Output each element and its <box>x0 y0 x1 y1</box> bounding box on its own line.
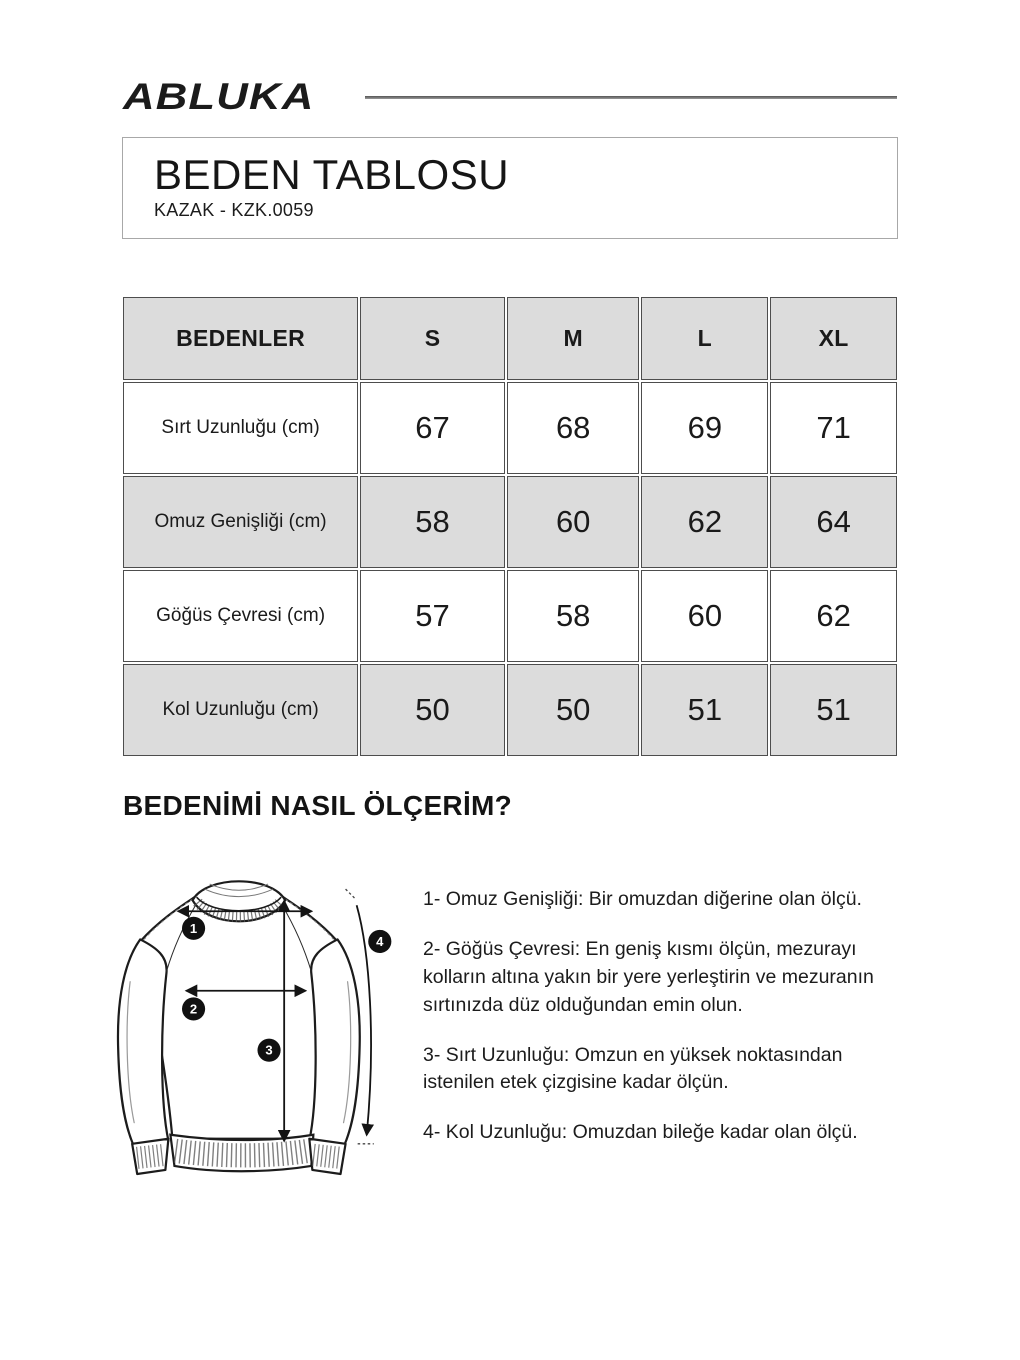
instruction-sleeve-length: 4- Kol Uzunluğu: Omuzdan bileğe kadar olan ölçü. <box>423 1121 858 1144</box>
column-header-s: S <box>360 297 505 380</box>
measure-badge-2 <box>182 997 205 1020</box>
column-header-l: L <box>641 297 768 380</box>
badge-3-number: 3 <box>265 1042 273 1058</box>
size-value-cell: 62 <box>641 476 768 568</box>
logo-divider <box>365 96 897 99</box>
title-box <box>122 137 898 239</box>
instruction-shoulder-width: 1- Omuz Genişliği: Bir omuzdan diğerine olan ölçü. <box>423 888 862 910</box>
size-value-cell: 67 <box>360 382 505 474</box>
size-value-cell: 51 <box>641 664 768 756</box>
brand-logo: ABLUKA <box>123 76 315 117</box>
sweater-measurement-diagram <box>108 858 410 1192</box>
measurement-row-label: Kol Uzunluğu (cm) <box>123 664 358 756</box>
instruction-back-length: 3- Sırt Uzunluğu: Omzun en yüksek noktasından istenilen etek çizgisine kadar ölçün. <box>423 1043 843 1094</box>
column-header-m: M <box>507 297 640 380</box>
size-value-cell: 64 <box>770 476 897 568</box>
badge-2-number: 2 <box>189 1001 198 1017</box>
measure-heading: BEDENİMİ NASIL ÖLÇERİM? <box>123 790 513 821</box>
size-value-cell: 60 <box>641 570 768 662</box>
size-value-cell: 58 <box>507 570 640 662</box>
measurement-row-label: Göğüs Çevresi (cm) <box>123 570 358 662</box>
measure-badge-3 <box>257 1039 280 1062</box>
size-value-cell: 69 <box>641 382 768 474</box>
table-row <box>123 664 897 756</box>
size-table <box>121 295 899 758</box>
measure-badge-4 <box>368 930 391 953</box>
size-value-cell: 68 <box>507 382 640 474</box>
brand-header <box>123 76 897 118</box>
measurement-row-label: Omuz Genişliği (cm) <box>123 476 358 568</box>
measure-instructions <box>423 886 915 1169</box>
sleeve-arrow-top-tick <box>346 889 356 899</box>
size-value-cell: 71 <box>770 382 897 474</box>
measurement-row-label: Sırt Uzunluğu (cm) <box>123 382 358 474</box>
size-value-cell: 58 <box>360 476 505 568</box>
table-row <box>123 570 897 662</box>
size-value-cell: 51 <box>770 664 897 756</box>
sweater-left-sleeve <box>118 939 168 1146</box>
size-value-cell: 62 <box>770 570 897 662</box>
table-row <box>123 476 897 568</box>
sweater-body <box>140 897 340 1139</box>
table-row <box>123 382 897 474</box>
column-header-bedenler: BEDENLER <box>123 297 358 380</box>
sweater-right-sleeve <box>309 939 359 1146</box>
badge-1-number: 1 <box>189 920 198 936</box>
measure-badge-1 <box>182 917 205 940</box>
size-value-cell: 50 <box>507 664 640 756</box>
size-value-cell: 57 <box>360 570 505 662</box>
page-title: BEDEN TABLOSU <box>154 151 510 198</box>
column-header-xl: XL <box>770 297 897 380</box>
size-value-cell: 50 <box>360 664 505 756</box>
instruction-chest: 2- Göğüs Çevresi: En geniş kısmı ölçün, mezurayı kolların altına yakın bir yere yerleştirin ve mezuranın sırtınızda düz olduğundan emin olun. <box>423 937 874 1016</box>
product-code: KAZAK - KZK.0059 <box>154 200 314 221</box>
table-header-row <box>123 297 897 380</box>
size-value-cell: 60 <box>507 476 640 568</box>
badge-4-number: 4 <box>376 933 384 949</box>
